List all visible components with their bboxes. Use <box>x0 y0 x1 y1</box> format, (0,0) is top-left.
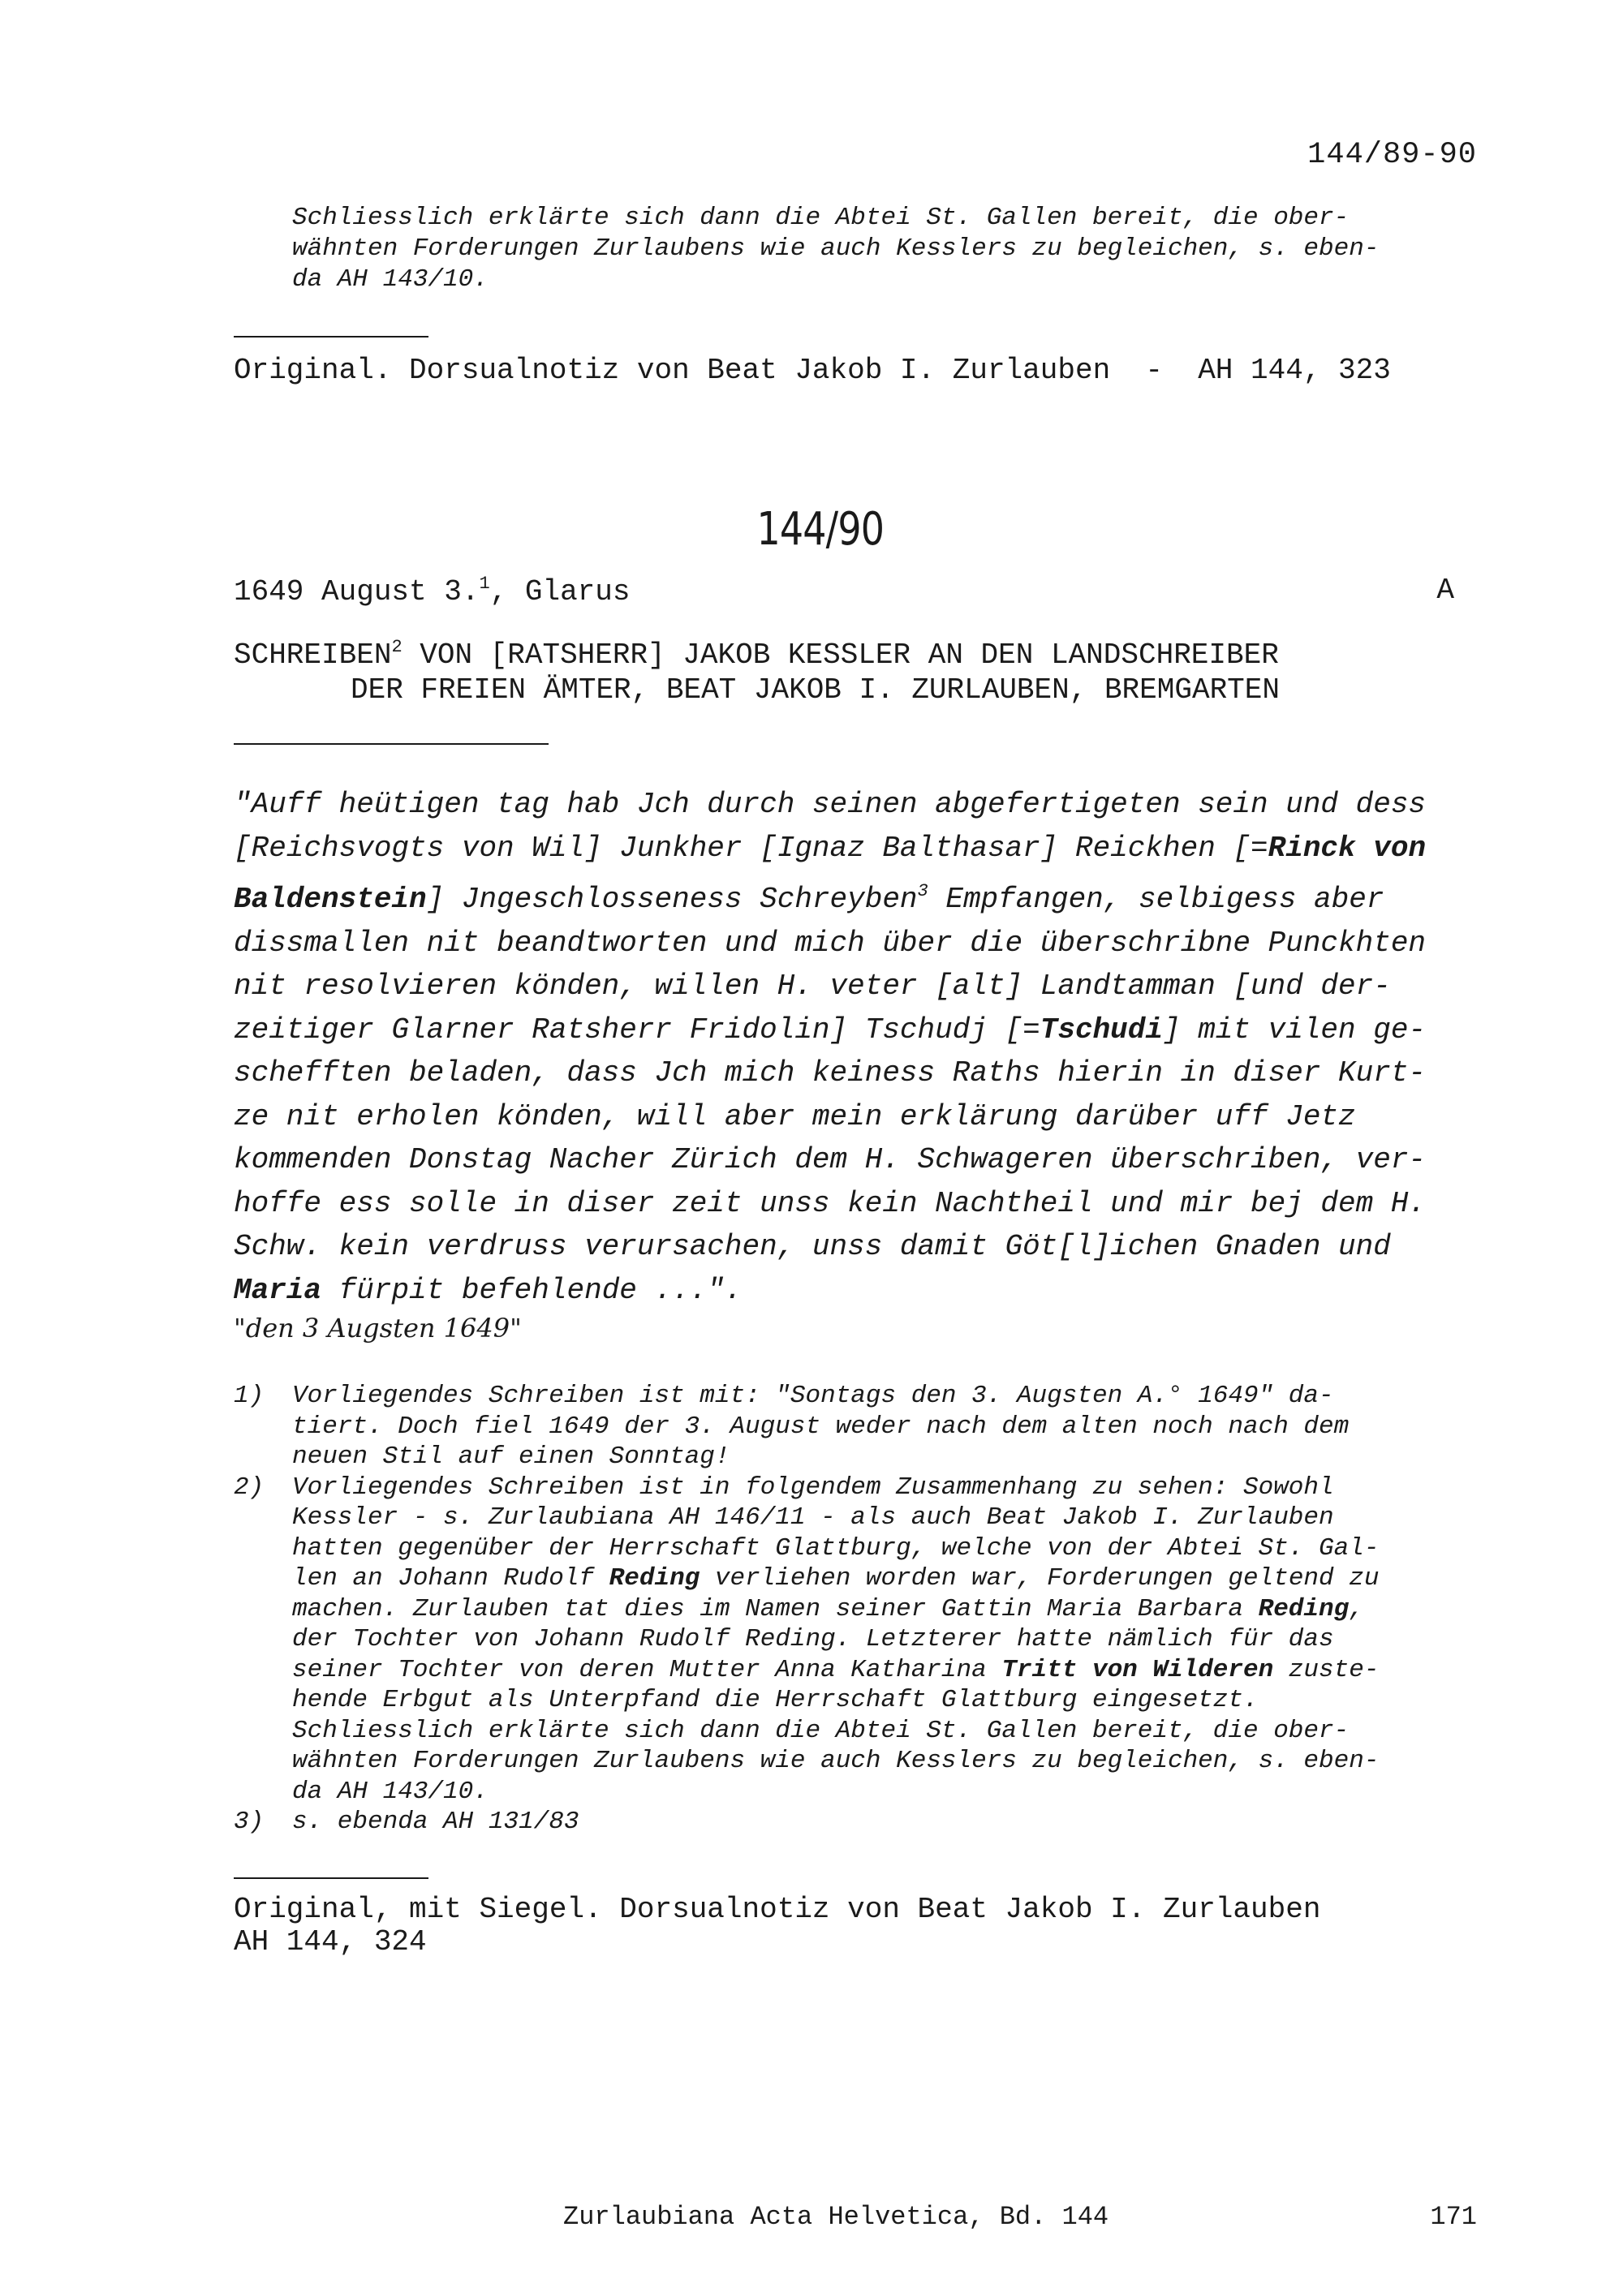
source-line: AH 144, 324 <box>234 1925 427 1958</box>
running-footer: Zurlaubiana Acta Helvetica, Bd. 144 <box>563 2202 1109 2232</box>
quote-line: nit resolvieren könden, willen H. veter [alt] Landtamman [und der- <box>234 970 1391 1003</box>
page-number-top: 144/89-90 <box>1307 138 1477 172</box>
footnote-ref[interactable]: 1 <box>479 574 490 594</box>
title-rest: VON [RATSHERR] JAKOB KESSLER AN DEN LANDSCHREIBER <box>402 638 1279 672</box>
quote-line: Baldenstein] Jngeschlosseness Schreyben$^3$ Empfangen, selbigess aber <box>234 881 1384 916</box>
quote-line: schefften beladen, dass Jch mich keiness Raths hierin in diser Kurt- <box>234 1056 1427 1090</box>
footnote-1: 1) Vorliegendes Schreiben ist mit: "Sontags den 3. Augsten A.° 1649" da- tiert. Doch fiel 1649 der 3. August weder nach dem alten noch nach dem neuen Stil auf einen Sonntag! <box>234 1382 1350 1471</box>
footnote-3: 3) s. ebenda AH 131/83 <box>234 1808 579 1836</box>
footnote-number: 1) <box>234 1382 265 1410</box>
previous-source-note: Original. Dorsualnotiz von Beat Jakob I. Zurlauben - AH 144, 323 <box>234 354 1391 387</box>
signature-date: "den 3 Augsten 1649" <box>234 1313 522 1344</box>
dateline <box>234 574 630 608</box>
footnote-2: 2) Vorliegendes Schreiben ist in folgendem Zusammenhang zu sehen: Sowohl Kessler - s. Zurlaubiana AH 146/11 - als auch Beat Jakob I. Zurlauben hatten gegenüber der Herrschaft Glattburg, welche von der Abtei St. Gal- len an Johann Rudolf Reding verliehen worden war, Forderungen geltend zu machen. Zurlauben tat dies im Namen seiner Gattin Maria Barbara Reding, der Tochter von Johann Rudolf Reding. Letzterer hatte nämlich für das seiner Tochter von deren Mutter Anna Katharina Tritt von Wilderen zuste- hende Erbgut als Unterpfand die Herrschaft Glattburg eingesetzt. Schliesslich erklärte sich dann die Abtei St. Gallen bereit, die ober- wähnten Forderungen Zurlaubens wie auch Kesslers zu begleichen, s. eben- da AH 143/10. <box>234 1473 1380 1806</box>
document-marker: A <box>1436 574 1454 607</box>
place: , Glarus <box>489 575 631 608</box>
quote-line: [Reichsvogts von Wil] Junkher [Ignaz Balthasar] Reickhen [=Rinck von <box>234 831 1427 865</box>
footnote-ref[interactable]: 3 <box>917 881 928 901</box>
title-divider <box>234 743 549 745</box>
quote-line: kommenden Donstag Nacher Zürich dem H. Schwageren überschriben, ver- <box>234 1143 1427 1176</box>
footnotes <box>234 1381 1500 1838</box>
letter-quote <box>234 783 1500 1312</box>
title-word: SCHREIBEN <box>234 638 392 672</box>
continued-footnote <box>292 203 1485 295</box>
page-number-bottom: 171 <box>1430 2202 1477 2232</box>
continued-footnote-line: wähnten Forderungen Zurlaubens wie auch Kesslers zu begleichen, s. eben- <box>292 234 1380 263</box>
source-note <box>234 1894 1320 1958</box>
document-number: 144/90 <box>756 503 885 556</box>
quote-line: hoffe ess solle in diser zeit unss kein Nachtheil und mir bej dem H. <box>234 1186 1427 1220</box>
quote-line: Maria fürpit befehlende ...". <box>234 1273 743 1307</box>
footnote-divider <box>234 336 428 338</box>
continued-footnote-line: Schliesslich erklärte sich dann die Abtei St. Gallen bereit, die ober- <box>292 204 1350 232</box>
quote-line: zeitiger Glarner Ratsherr Fridolin] Tschudj [=Tschudi] mit vilen ge- <box>234 1013 1427 1047</box>
footnote-number: 3) <box>234 1808 265 1836</box>
source-divider <box>234 1877 428 1879</box>
footnote-number: 2) <box>234 1473 265 1502</box>
quote-line: Schw. kein verdruss verursachen, unss damit Göt[l]ichen Gnaden und <box>234 1230 1391 1263</box>
footnote-ref[interactable]: 2 <box>391 637 403 657</box>
document-title-line <box>234 637 1279 672</box>
date: 1649 August 3. <box>234 575 480 608</box>
quote-line: ze nit erholen könden, will aber mein erklärung darüber uff Jetz <box>234 1099 1356 1133</box>
quote-line: "Auff heütigen tag hab Jch durch seinen abgefertigeten sein und dess <box>234 788 1427 821</box>
continued-footnote-line: da AH 143/10. <box>292 265 489 294</box>
source-line: Original, mit Siegel. Dorsualnotiz von Beat Jakob I. Zurlauben <box>234 1893 1321 1926</box>
document-title-line: DER FREIEN ÄMTER, BEAT JAKOB I. ZURLAUBEN, BREMGARTEN <box>351 673 1280 707</box>
quote-line: dissmallen nit beandtworten und mich über die überschribne Punckhten <box>234 926 1427 960</box>
